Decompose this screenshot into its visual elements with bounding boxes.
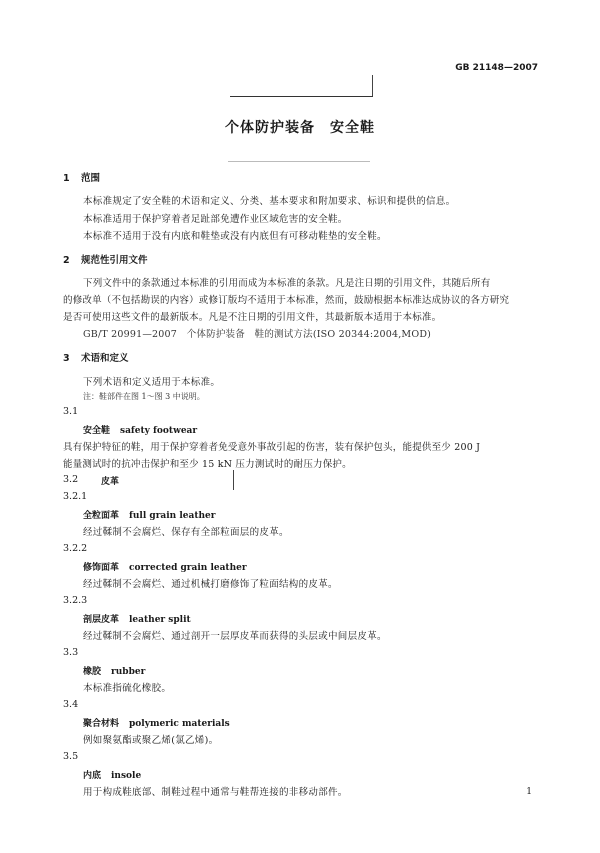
clause-number: 3.2: [63, 474, 79, 485]
term-entry: [83, 508, 216, 521]
paragraph-line: 是否可使用这些文件的最新版本。凡是不注日期的引用文件，其最新版本适用于本标准。: [63, 312, 442, 323]
section-heading-normative-references: [63, 252, 148, 266]
clause-heading: 皮革: [101, 477, 120, 487]
clause-number: 3.5: [63, 751, 79, 762]
paragraph-line: 的修改单（不包括勘误的内容）或修订版均不适用于本标准，然而，鼓励根据本标准达成协议的各方研究: [63, 295, 510, 306]
section-number: 2: [63, 255, 70, 266]
paragraph: 本标准不适用于没有内底和鞋垫或没有内底但有可移动鞋垫的安全鞋。: [83, 231, 387, 242]
clause-number: 3.2.3: [63, 595, 88, 606]
term-entry: [83, 664, 145, 677]
definition: 经过鞣制不会腐烂、保存有全部粒面层的皮革。: [83, 527, 289, 538]
clause-number: 3.2.2: [63, 543, 88, 554]
term-en: rubber: [111, 667, 146, 677]
section-title: 术语和定义: [81, 353, 129, 364]
section-title: 范围: [81, 173, 101, 184]
definition: 本标准指硫化橡胶。: [83, 683, 172, 694]
term-en: insole: [111, 771, 142, 781]
definition-line: 具有保护特征的鞋，用于保护穿着者免受意外事故引起的伤害，装有保护包头，能提供至少 200 J: [63, 442, 481, 453]
term-cn: 修饰面革: [83, 563, 120, 573]
term-en: safety footwear: [120, 426, 198, 436]
clause-number: 3.4: [63, 699, 79, 710]
standard-number: GB 21148—2007: [455, 63, 538, 73]
paragraph: 本标准适用于保护穿着者足趾部免遭作业区域危害的安全鞋。: [83, 214, 348, 225]
definition-line: 能量测试时的抗冲击保护和至少 15 kN 压力测试时的耐压力保护。: [63, 459, 352, 470]
paragraph: 本标准规定了安全鞋的术语和定义、分类、基本要求和附加要求、标识和提供的信息。: [83, 196, 456, 207]
clause-number: 3.3: [63, 647, 79, 658]
term-entry: [83, 612, 191, 625]
paragraph: 下列术语和定义适用于本标准。: [83, 377, 221, 388]
term-entry: [83, 768, 141, 781]
clause-number: 3.1: [63, 406, 79, 417]
page-number: 1: [526, 787, 532, 797]
paragraph-line: 下列文件中的条款通过本标准的引用而成为本标准的条款。凡是注日期的引用文件，其随后所有: [83, 278, 491, 289]
document-title: 个体防护装备 安全鞋: [225, 120, 375, 136]
definition: 经过鞣制不会腐烂、通过机械打磨修饰了粒面结构的皮革。: [83, 579, 338, 590]
term-en: corrected grain leather: [129, 563, 247, 573]
term-en: full grain leather: [129, 511, 216, 521]
term-cn: 安全鞋: [83, 426, 111, 436]
reference-entry: GB/T 20991—2007 个体防护装备 鞋的测试方法(ISO 20344:2004,MOD): [83, 329, 432, 340]
term-en: polymeric materials: [129, 719, 230, 729]
section-heading-terms-definitions: [63, 350, 129, 364]
term-entry: [83, 716, 230, 729]
section-heading-scope: [63, 170, 100, 184]
term-entry: [83, 423, 197, 436]
term-cn: 聚合材料: [83, 719, 120, 729]
term-en: leather split: [129, 615, 191, 625]
term-cn: 剖层皮革: [83, 615, 120, 625]
term-entry: [83, 560, 247, 573]
scan-mark-line: [372, 75, 373, 97]
definition: 经过鞣制不会腐烂、通过剖开一层厚皮革而获得的头层或中间层皮革。: [83, 631, 387, 642]
section-title: 规范性引用文件: [81, 255, 148, 266]
clause-number: 3.2.1: [63, 491, 88, 502]
term-cn: 全粒面革: [83, 511, 120, 521]
term-cn: 橡胶: [83, 667, 102, 677]
term-cn: 内底: [83, 771, 102, 781]
scan-mark-line: [228, 161, 370, 162]
section-number: 3: [63, 353, 70, 364]
definition: 例如聚氨酯或聚乙烯(氯乙烯)。: [83, 735, 219, 746]
section-number: 1: [63, 173, 70, 184]
scan-mark-line: [230, 96, 373, 97]
definition: 用于构成鞋底部、制鞋过程中通常与鞋帮连接的非移动部件。: [83, 787, 348, 798]
scan-mark-line: [233, 470, 234, 490]
note: 注：鞋部件在图 1～图 3 中说明。: [83, 392, 205, 401]
